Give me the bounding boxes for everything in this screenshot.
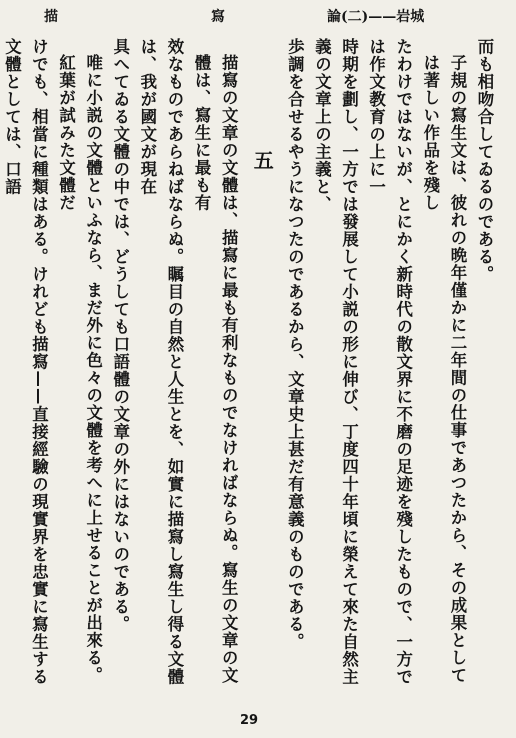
text-column-10: 唯に小説の文體といふなら、まだ外に色々の文體を考へに上せることが出來る。紅葉が試みた文體だ: [56, 54, 103, 685]
body-text: [2, 38, 498, 698]
text-column-2: 子規の寫生文は、彼れの晩年僅かに二年間の仕事であつたから、その成果としては著しい作品を殘し: [420, 54, 467, 685]
page-number: 29: [240, 713, 259, 728]
text-column-5: 歩調を合せるやうになつたのであるから、文章史上甚だ有意義のものである。: [285, 38, 305, 651]
running-head: [14, 6, 502, 28]
running-head-segment-2: 寫: [211, 9, 226, 25]
section-heading: 五: [250, 150, 275, 172]
text-column-11: けでも、相當に種類はある。けれども描寫——直接經驗の現實界を忠實に寫生する文體としては、口語: [2, 38, 49, 686]
text-column-3: たわけではないが、とにかく新時代の散文界に不磨の足迹を殘したもので、一方では作文教育の上に一: [366, 38, 413, 686]
text-column-4: 時期を劃し、一方では發展して小説の形に伸び、丁度四十年頃に榮えて來た自然主義の文章上の主義と、: [312, 38, 359, 686]
text-column-1: 而も相吻合してゐるのである。: [475, 38, 494, 283]
text-column-7: 描寫の文章の文體は、描寫に最も有利なものでなければならぬ。寫生の文章の文體は、寫生に最も有: [192, 54, 239, 685]
running-head-segment-1: 描: [44, 9, 59, 25]
running-head-segment-3: 論(二)——岩城: [327, 9, 425, 25]
text-column-9: 具へてゐる文體の中では、どうしても口語體の文章の外にはないのである。: [110, 38, 130, 633]
text-column-8: 效なものであらねばならぬ。瞩目の自然と人生とを、如實に描寫し寫生し得る文體は、我が國文が現在: [137, 38, 184, 686]
